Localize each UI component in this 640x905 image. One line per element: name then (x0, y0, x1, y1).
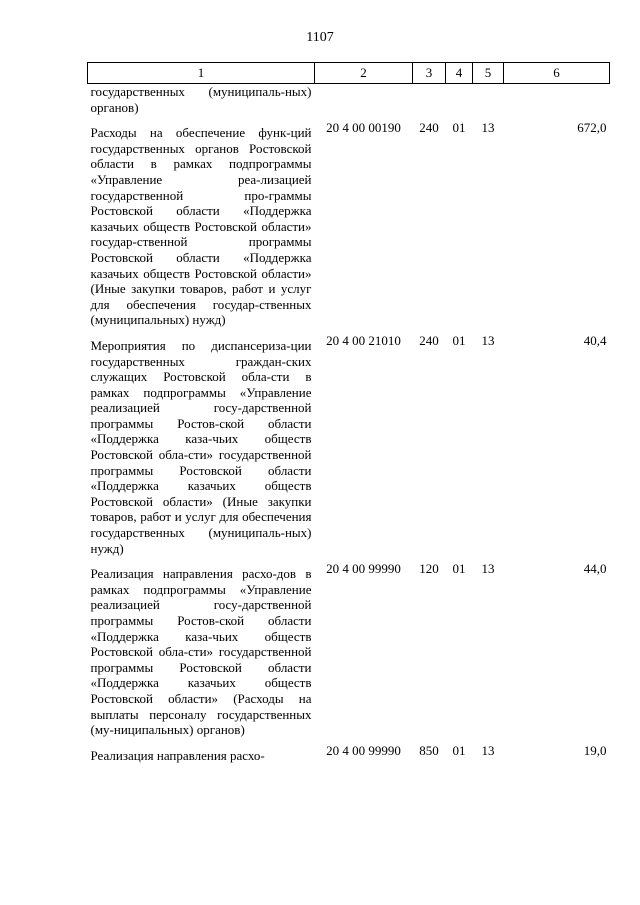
row-target-code: 20 4 00 99990 (326, 561, 401, 577)
row-description: Расходы на обеспечение функ-ций государственных органов Ростовской области в рамках подпрограммы «Управление реа-лизацией государственной про-граммы Ростовской области «Поддержка казачьих обществ Ростовской области» государ-ственной программы Ростовской области «Поддержка казачьих обществ Ростовской области» (Иные закупки товаров, работ и услуг для обеспечения государ-ственных (муниципальных) нужд) (90, 125, 312, 328)
row-amount: 672,0 (577, 120, 607, 136)
header-col-3: 3 (413, 63, 446, 84)
row-target-code: 20 4 00 00190 (326, 120, 401, 136)
row-description: Реализация направления расхо- (90, 747, 265, 763)
table-row (88, 333, 610, 561)
budget-table (87, 62, 610, 768)
row-section: 01 (452, 120, 466, 136)
continuation-row (88, 84, 610, 121)
row-section: 01 (452, 561, 466, 577)
row-subsection: 13 (481, 742, 495, 758)
row-section: 01 (452, 742, 466, 758)
row-expense-type: 120 (419, 561, 439, 577)
page-number: 1107 (306, 30, 334, 45)
table-row (88, 743, 610, 769)
row-section: 01 (452, 332, 466, 348)
header-col-5: 5 (473, 63, 504, 84)
row-subsection: 13 (481, 120, 495, 136)
header-col-1: 1 (88, 63, 315, 84)
row-description: Реализация направления расхо-дов в рамках подпрограммы «Управление реализацией госу-дарственной программы Ростов-ской области «Поддержка каза-чьих обществ Ростовской обла-сти» государственной программы Ростовской области «Поддержка казачьих обществ Ростовской области» (Расходы на выплаты персоналу государственных (му-ниципальных) органов) (90, 566, 312, 738)
continuation-text: государственных (муниципаль-ных) органов) (90, 84, 312, 115)
row-amount: 40,4 (583, 332, 607, 348)
header-col-4: 4 (446, 63, 473, 84)
row-expense-type: 850 (419, 742, 439, 758)
table-row (88, 120, 610, 333)
header-col-6: 6 (504, 63, 610, 84)
row-amount: 44,0 (583, 561, 607, 577)
row-description: Мероприятия по диспансериза-ции государственных граждан-ских служащих Ростовской обла-сти в рамках подпрограммы «Управление реализацией госу-дарственной программы Ростов-ской области «Поддержка каза-чьих обществ Ростовской обла-сти» государственной программы Ростовской области «Поддержка казачьих обществ Ростовской области» (Иные закупки товаров, работ и услуг для обеспечения государственных (муниципаль-ных) нужд) (90, 337, 312, 556)
row-amount: 19,0 (583, 742, 607, 758)
row-subsection: 13 (481, 561, 495, 577)
row-expense-type: 240 (419, 120, 439, 136)
row-expense-type: 240 (419, 332, 439, 348)
row-target-code: 20 4 00 99990 (326, 742, 401, 758)
row-target-code: 20 4 00 21010 (326, 332, 401, 348)
header-row (88, 63, 610, 84)
header-col-2: 2 (315, 63, 413, 84)
row-subsection: 13 (481, 332, 495, 348)
table-row (88, 561, 610, 743)
